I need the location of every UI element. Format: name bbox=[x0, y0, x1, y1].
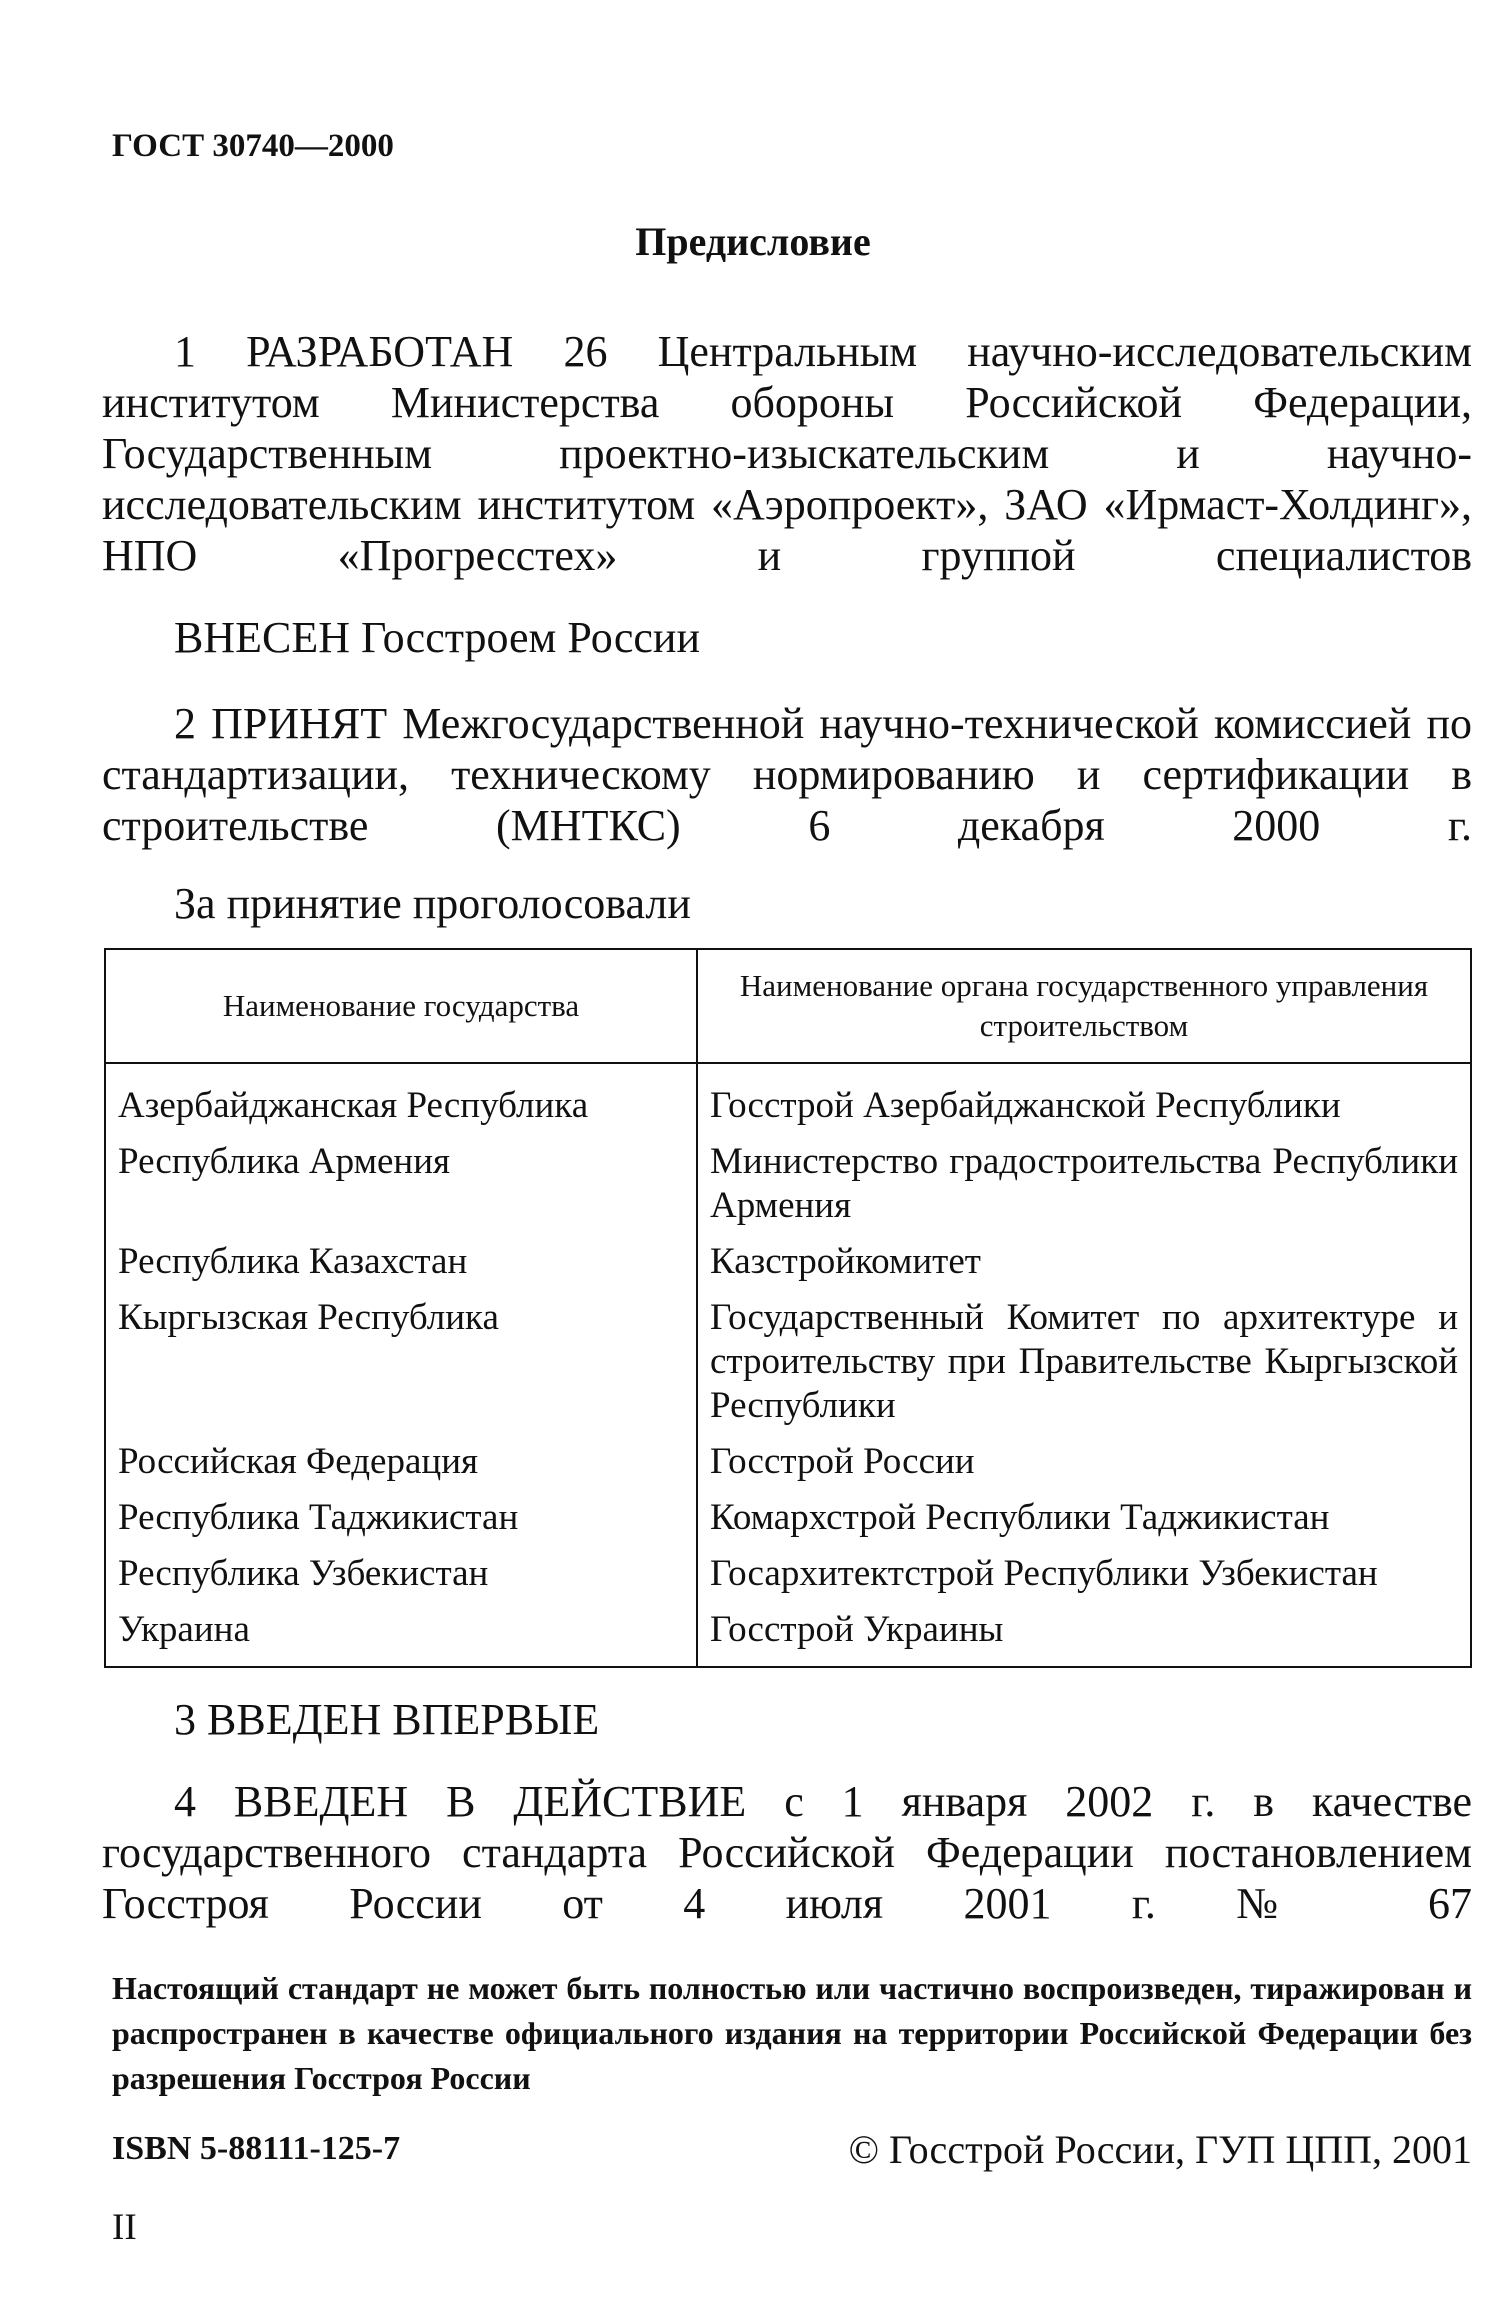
paragraph-adopted: 2 ПРИНЯТ Межгосударственной научно-технической комиссией по стандартизации, техническому нормированию и сертификации в строительстве (МНТКС) 6 декабря 2000 г. bbox=[102, 699, 1472, 850]
table-row bbox=[105, 1484, 1471, 1540]
table-row bbox=[105, 1284, 1471, 1428]
voting-table bbox=[104, 948, 1472, 1668]
copyright-line: © Госстрой России, ГУП ЦПП, 2001 bbox=[848, 2127, 1472, 2172]
voted-label: За принятие проголосовали bbox=[174, 879, 691, 928]
table-cell-body: Казстройкомитет bbox=[710, 1241, 981, 1282]
table-cell-body: Министерство градостроительства Республики Армения bbox=[710, 1141, 1458, 1226]
table-cell-body: Госстрой Азербайджанской Республики bbox=[710, 1085, 1341, 1126]
table-row bbox=[105, 1128, 1471, 1228]
table-cell-body: Госстрой Украины bbox=[710, 1609, 1004, 1650]
page-number: II bbox=[112, 2207, 137, 2248]
table-row bbox=[105, 1540, 1471, 1596]
paragraph-developed: 1 РАЗРАБОТАН 26 Центральным научно-исследовательским институтом Министерства обороны Российской Федерации, Государственным проектно-изыскательским и научно-исследовательским институтом «Аэропроект», ЗАО «Ирмаст-Холдинг», НПО «Прогресстех» и группой специалистов bbox=[102, 327, 1472, 580]
table-cell-state: Республика Таджикистан bbox=[105, 1484, 697, 1540]
document-code: ГОСТ 30740—2000 bbox=[112, 128, 394, 164]
table-cell-body: Госстрой России bbox=[710, 1441, 975, 1482]
table-cell-body: Госархитектстрой Республики Узбекистан bbox=[710, 1553, 1378, 1594]
isbn: ISBN 5-88111-125-7 bbox=[112, 2130, 401, 2167]
table-cell-state: Республика Армения bbox=[105, 1128, 697, 1228]
table-row bbox=[105, 1063, 1471, 1128]
table-cell-state: Республика Узбекистан bbox=[105, 1540, 697, 1596]
table-header-state: Наименование государства bbox=[105, 949, 697, 1063]
copyright-notice: Настоящий стандарт не может быть полностью или частично воспроизведен, тиражирован и распространен в качестве официального издания на территории Российской Федерации без разрешения Госстроя России bbox=[112, 1970, 1472, 2096]
table-cell-state: Украина bbox=[105, 1596, 697, 1667]
paragraph-first-introduced: 3 ВВЕДЕН ВПЕРВЫЕ bbox=[174, 1695, 600, 1744]
table-cell-state: Республика Казахстан bbox=[105, 1228, 697, 1284]
table-row bbox=[105, 1428, 1471, 1484]
table-row bbox=[105, 1228, 1471, 1284]
table-row bbox=[105, 1596, 1471, 1667]
table-cell-state: Кыргызская Республика bbox=[105, 1284, 697, 1428]
paragraph-introduced: ВНЕСЕН Госстроем России bbox=[174, 613, 701, 662]
table-cell-state: Российская Федерация bbox=[105, 1428, 697, 1484]
table-header-row bbox=[105, 949, 1471, 1063]
table-cell-body: Комархстрой Республики Таджикистан bbox=[710, 1497, 1330, 1538]
table-header-body: Наименование органа государственного управления строительством bbox=[697, 949, 1471, 1063]
table-cell-body: Государственный Комитет по архитектуре и строительству при Правительстве Кыргызской Республики bbox=[710, 1297, 1458, 1426]
table-cell-state: Азербайджанская Республика bbox=[105, 1063, 697, 1128]
paragraph-effective: 4 ВВЕДЕН В ДЕЙСТВИЕ с 1 января 2002 г. в качестве государственного стандарта Российской Федерации постановлением Госстроя России от 4 июля 2001 г. № 67 bbox=[102, 1777, 1472, 1928]
page-title: Предисловие bbox=[635, 219, 871, 264]
